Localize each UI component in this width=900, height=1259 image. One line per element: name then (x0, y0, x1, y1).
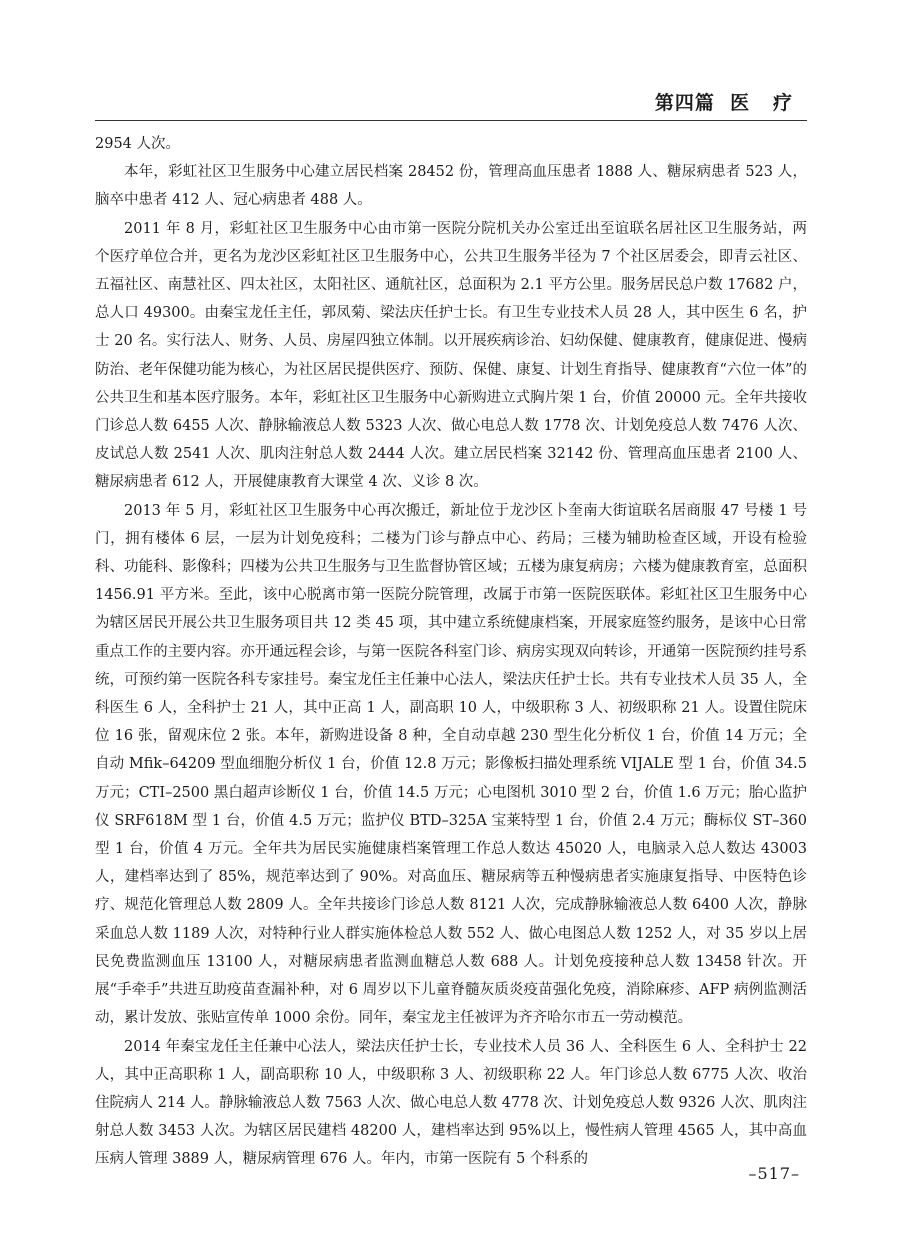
running-header (95, 86, 807, 121)
paragraph: 2954 人次。 (95, 136, 181, 152)
paragraph: 2013 年 5 月，彩虹社区卫生服务中心再次搬迁，新址位于龙沙区卜奎南大街谊联名居商服 47 号楼 1 号门，拥有楼体 6 层，一层为计划免疫科；二楼为门诊与静点中心、药局；三楼为辅助检查区域，开设有检验科、功能科、影像科；四楼为公共卫生服务与卫生监督协管区域；五楼为康复病房；六楼为健康教育室，总面积 1456.91 平方米。至此，该中心脱离市第一医院分院管理，改属于市第一医院医联体。彩虹社区卫生服务中心为辖区居民开展公共卫生服务项目共 12 类 45 项，其中建立系统健康档案，开展家庭签约服务，是该中心日常重点工作的主要内容。亦开通远程会诊，与第一医院各科室门诊、病房实现双向转诊，开通第一医院预约挂号系统，可预约第一医院各科专家挂号。秦宝龙任主任兼中心法人，梁法庆任护士长。共有专业技术人员 35 人，全科医生 6 人，全科护士 21 人，其中正高 1 人，副高职 10 人，中级职称 3 人、初级职称 21 人。设置住院床位 16 张，留观床位 2 张。本年，新购进设备 8 种，全自动卓越 230 型生化分析仪 1 台，价值 14 万元；全自动 Mfik–64209 型血细胞分析仪 1 台，价值 12.8 万元；影像板扫描处理系统 VIJALE 型 1 台，价值 34.5 万元；CTI–2500 黑白超声诊断仪 1 台，价值 14.5 万元；心电图机 3010 型 2 台，价值 1.6 万元；胎心监护仪 SRF618M 型 1 台，价值 4.5 万元；监护仪 BTD–325A 宝莱特型 1 台，价值 2.4 万元；酶标仪 ST–360 型 1 台，价值 4 万元。全年共为居民实施健康档案管理工作总人数达 45020 人，电脑录入总人数达 43003 人，建档率达到了 85%，规范率达到了 90%。对高血压、糖尿病等五种慢病患者实施康复指导、中医特色诊疗、规范化管理总人数 2809 人。全年共接诊门诊总人数 8121 人次，完成静脉输液总人数 6400 人次，静脉采血总人数 1189 人次，对特种行业人群实施体检总人数 552 人、做心电图总人数 1252 人，对 35 岁以上居民免费监测血压 13100 人，对糖尿病患者监测血糖总人数 688 人。计划免疫接种总人数 13458 针次。开展“手牵手”共进互助疫苗查漏补种，对 6 周岁以下儿童脊髓灰质炎疫苗强化免疫，消除麻疹、AFP 病例监测活动，累计发放、张贴宣传单 1000 余份。同年，秦宝龙主任被评为齐齐哈尔市五一劳动模范。 (95, 502, 807, 1027)
paragraph: 2014 年秦宝龙任主任兼中心法人，梁法庆任护士长，专业技术人员 36 人、全科医生 6 人、全科护士 22 人，其中正高职称 1 人，副高职称 10 人，中级职称 3 人、初级职称 22 人。年门诊总人数 6775 人次、收治住院病人 214 人。静脉输液总人数 7563 人次、做心电总人数 4778 次、计划免疫总人数 9326 人次、肌肉注射总人数 3453 人次。为辖区居民建档 48200 人，建档率达到 95%以上，慢性病人管理 4565 人，其中高血压病人管理 3889 人，糖尿病管理 676 人。年内，市第一医院有 5 个科系的 (95, 1038, 807, 1168)
paragraph: 2011 年 8 月，彩虹社区卫生服务中心由市第一医院分院机关办公室迁出至谊联名居社区卫生服务站，两个医疗单位合并，更名为龙沙区彩虹社区卫生服务中心，公共卫生服务半径为 7 个社区居委会，即青云社区、五福社区、南慧社区、四太社区，太阳社区、通航社区，总面积为 2.1 平方公里。服务居民总户数 17682 户，总人口 49300。由秦宝龙任主任，郭凤菊、梁法庆任护士长。有卫生专业技术人员 28 人，其中医生 6 名，护士 20 名。实行法人、财务、人员、房屋四独立体制。以开展疾病诊治、妇幼保健、健康教育，健康促进、慢病防治、老年保健功能为核心，为社区居民提供医疗、预防、保健、康复、计划生育指导、健康教育“六位一体”的公共卫生和基本医疗服务。本年，彩虹社区卫生服务中心新购进立式胸片架 1 台，价值 20000 元。全年共接收门诊总人数 6455 人次、静脉输液总人数 5323 人次、做心电总人数 1778 次、计划免疫总人数 7476 人次、皮试总人数 2541 人次、肌肉注射总人数 2444 人次。建立居民档案 32142 份、管理高血压患者 2100 人、糖尿病患者 612 人，开展健康教育大课堂 4 次、义诊 8 次。 (95, 220, 807, 491)
section-title: 第四篇 医 疗 (654, 92, 793, 114)
paragraph: 本年，彩虹社区卫生服务中心建立居民档案 28452 份，管理高血压患者 1888 人、糖尿病患者 523 人，脑卒中患者 412 人、冠心病患者 488 人。 (95, 164, 807, 209)
page-number: –517– (748, 1164, 800, 1183)
body-text (95, 130, 807, 1174)
